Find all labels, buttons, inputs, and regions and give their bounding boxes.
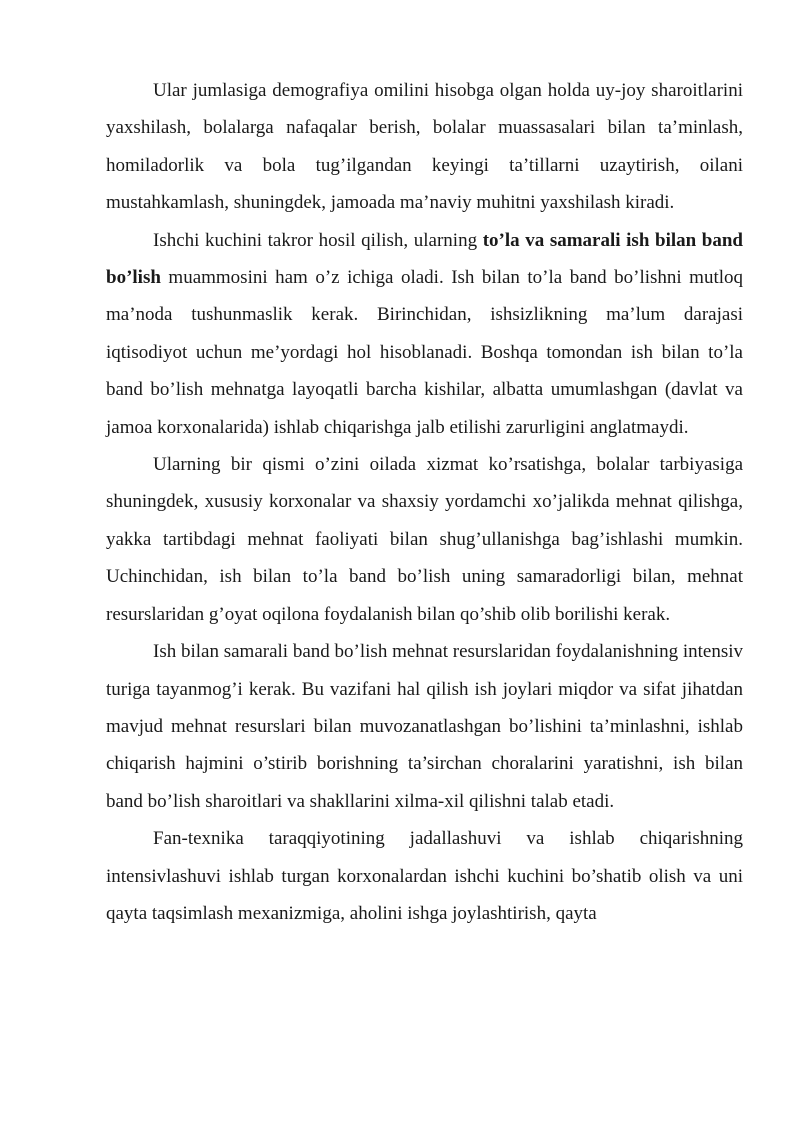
paragraph-5-text: Fan-texnika taraqqiyotining jadallashuvi va ishlab chiqarishning intensivlashuvi ishlab turgan korxonalardan ishchi kuchini bo’shatib olish va uni qayta taqsimlash mexanizmiga, aholini ishga joylashtirish, qayta [106, 828, 743, 924]
paragraph-2-bold-phrase: to’la va samarali ish bilan band bo’lish [106, 229, 743, 289]
paragraph-2-text-start: Ishchi kuchini takror hosil qilish, ularning [153, 229, 483, 251]
paragraph-4 [106, 633, 743, 820]
paragraph-3-text: Ularning bir qismi o’zini oilada xizmat ko’rsatishga, bolalar tarbiyasiga shuningdek, xususiy korxonalar va shaxsiy yordamchi xo’jalikda mehnat qilishga, yakka tartibdagi mehnat faoliyati bilan shug’ullanishga bag’ishlashi mumkin. Uchinchidan, ish bilan to’la band bo’lish uning samaradorligi bilan, mehnat resurslaridan g’oyat oqilona foydalanish bilan qo’shib olib borilishi kerak. [106, 454, 743, 625]
paragraph-1 [106, 72, 743, 222]
paragraph-3 [106, 446, 743, 633]
paragraph-1-text: Ular jumlasiga demografiya omilini hisobga olgan holda uy-joy sharoitlarini yaxshilash, bolalarga nafaqalar berish, bolalar muassasalari bilan ta’minlash, homiladorlik va bola tug’ilgandan keyingi ta’tillarni uzaytirish, oilani mustahkamlash, shuningdek, jamoada ma’naviy muhitni yaxshilash kiradi. [106, 80, 743, 214]
paragraph-2 [106, 222, 743, 446]
document-page [106, 72, 743, 932]
paragraph-4-text: Ish bilan samarali band bo’lish mehnat resurslaridan foydalanishning intensiv turiga tayanmog’i kerak. Bu vazifani hal qilish ish joylari miqdor va sifat jihatdan mavjud mehnat resurslari bilan muvozanatlashgan bo’lishini ta’minlashni, ishlab chiqarish hajmini o’stirib borishning ta’sirchan choralarini yaratishni, ish bilan band bo’lish sharoitlari va shakllarini xilma-xil qilishni talab etadi. [106, 641, 743, 812]
paragraph-5 [106, 820, 743, 932]
paragraph-2-text-end: muammosini ham o’z ichiga oladi. Ish bilan to’la band bo’lishni mutloq ma’noda tushunmaslik kerak. Birinchidan, ishsizlikning ma’lum darajasi iqtisodiyot uchun me’yordagi hol hisoblanadi. Boshqa tomondan ish bilan to’la band bo’lish mehnatga layoqatli barcha kishilar, albatta umumlashgan (davlat va jamoa korxonalarida) ishlab chiqarishga jalb etilishi zarurligini anglatmaydi. [106, 267, 743, 438]
